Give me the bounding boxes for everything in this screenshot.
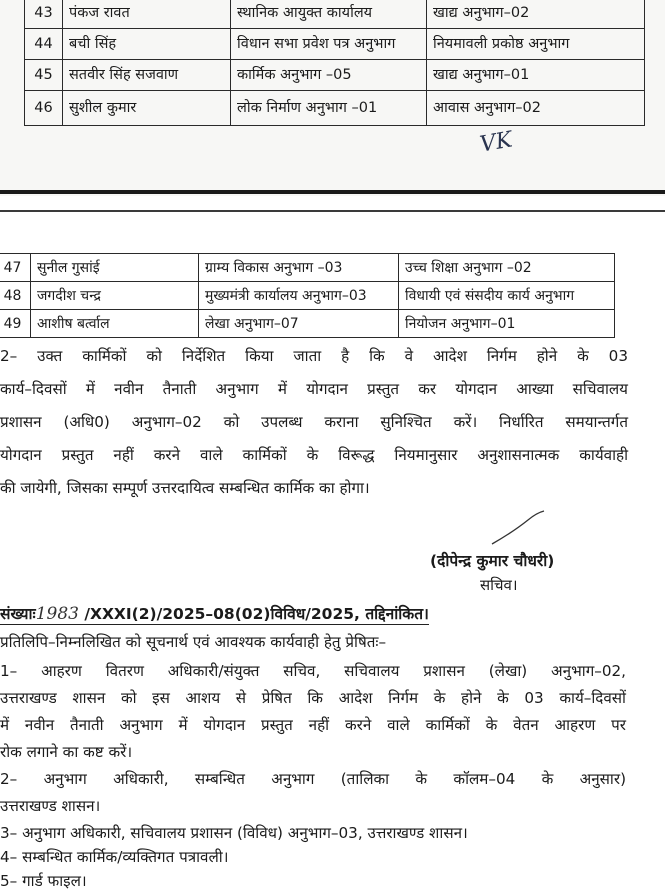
scan-edge	[0, 190, 665, 194]
copy-item-line: उत्तराखण्ड शासन को इस आशय से प्रेषित कि आदेश निर्गम के होने के 03 कार्य–दिवसों	[0, 689, 626, 707]
table-row	[25, 60, 645, 91]
copy-intro: प्रतिलिपि–निम्नलिखित को सूचनार्थ एवं आवश्यक कार्यवाही हेतु प्रेषितः–	[0, 633, 387, 651]
posting-table-bottom	[0, 253, 615, 338]
cell-no: 49	[0, 310, 31, 338]
signature-scribble	[488, 510, 548, 550]
scan-fragment-top	[0, 0, 665, 196]
cell-from: विधान सभा प्रवेश पत्र अनुभाग	[231, 29, 427, 60]
cell-from: लोक निर्माण अनुभाग –01	[231, 91, 427, 126]
cell-to: विधायी एवं संसदीय कार्य अनुभाग	[399, 282, 615, 310]
signatory-name: (दीपेन्द्र कुमार चौधरी)	[430, 552, 555, 570]
copy-item-line: 2– अनुभाग अधिकारी, सम्बन्धित अनुभाग (तालिका के कॉलम–04 के अनुसार)	[0, 770, 626, 788]
table-row	[0, 254, 615, 282]
cell-name: आशीष बर्त्वाल	[31, 310, 199, 338]
handwritten-initials: VK	[478, 127, 515, 158]
cell-name: बची सिंह	[63, 29, 231, 60]
copy-item-line: उत्तराखण्ड शासन।	[0, 797, 101, 815]
table-row	[25, 0, 645, 29]
cell-name: सुनील गुसांई	[31, 254, 199, 282]
handwritten-number: 1983	[35, 604, 79, 624]
copy-item-line: 4– सम्बन्धित कार्मिक/व्यक्तिगत पत्रावली।	[0, 848, 229, 866]
cell-name: जगदीश चन्द्र	[31, 282, 199, 310]
paragraph-line: प्रशासन (अधि0) अनुभाग–02 को उपलब्ध कराना सुनिश्चित करें। निर्धारित समयान्तर्गत	[0, 413, 628, 431]
table-row	[25, 91, 645, 126]
posting-table-top	[24, 0, 645, 126]
table-row	[0, 310, 615, 338]
cell-to: नियमावली प्रकोष्ठ अनुभाग	[427, 29, 645, 60]
cell-from: मुख्यमंत्री कार्यालय अनुभाग–03	[199, 282, 399, 310]
cell-no: 44	[25, 29, 63, 60]
cell-to: उच्च शिक्षा अनुभाग –02	[399, 254, 615, 282]
cell-to: नियोजन अनुभाग–01	[399, 310, 615, 338]
table-row	[25, 29, 645, 60]
copy-item-line: 1– आहरण वितरण अधिकारी/संयुक्त सचिव, सचिवालय प्रशासन (लेखा) अनुभाग–02,	[0, 662, 626, 680]
cell-name: सतवीर सिंह सजवाण	[63, 60, 231, 91]
cell-to: खाद्य अनुभाग–01	[427, 60, 645, 91]
reference-rest: /XXXI(2)/2025–08(02)विविध/2025, तद्दिनांकित।	[78, 605, 429, 623]
cell-no: 48	[0, 282, 31, 310]
cell-from: ग्राम्य विकास अनुभाग –03	[199, 254, 399, 282]
copy-item-line: 5– गार्ड फाइल।	[0, 872, 87, 890]
cell-no: 47	[0, 254, 31, 282]
cell-no: 43	[25, 0, 63, 29]
cell-name: पंकज रावत	[63, 0, 231, 29]
copy-item-line: रोक लगाने का कष्ट करें।	[0, 743, 133, 761]
cell-from: लेखा अनुभाग–07	[199, 310, 399, 338]
paragraph-line: 2– उक्त कार्मिकों को निर्देशित किया जाता है कि वे आदेश निर्गम होने के 03	[0, 347, 628, 365]
paragraph-line: कार्य–दिवसों में नवीन तैनाती अनुभाग में योगदान प्रस्तुत कर योगदान आख्या सचिवालय	[0, 380, 628, 398]
cell-no: 46	[25, 91, 63, 126]
reference-prefix: संख्याः	[0, 605, 36, 623]
copy-item-line: में नवीन तैनाती अनुभाग में योगदान प्रस्तुत नहीं करने वाले कार्मिकों के वेतन आहरण पर	[0, 716, 626, 734]
cell-name: सुशील कुमार	[63, 91, 231, 126]
table-row	[0, 282, 615, 310]
signatory-designation: सचिव।	[480, 576, 518, 594]
scan-edge-2	[0, 210, 665, 212]
copy-item-line: 3– अनुभाग अधिकारी, सचिवालय प्रशासन (विविध) अनुभाग–03, उत्तराखण्ड शासन।	[0, 824, 468, 842]
cell-to: खाद्य अनुभाग–02	[427, 0, 645, 29]
paragraph-line: योगदान प्रस्तुत नहीं करने वाले कार्मिकों के विरूद्ध नियमानुसार अनुशासनात्मक कार्यवाही	[0, 446, 628, 464]
cell-from: कार्मिक अनुभाग –05	[231, 60, 427, 91]
paragraph-line: की जायेगी, जिसका सम्पूर्ण उत्तरदायित्व सम्बन्धित कार्मिक का होगा।	[0, 479, 370, 497]
cell-to: आवास अनुभाग–02	[427, 91, 645, 126]
cell-from: स्थानिक आयुक्त कार्यालय	[231, 0, 427, 29]
reference-number	[0, 602, 429, 625]
cell-no: 45	[25, 60, 63, 91]
